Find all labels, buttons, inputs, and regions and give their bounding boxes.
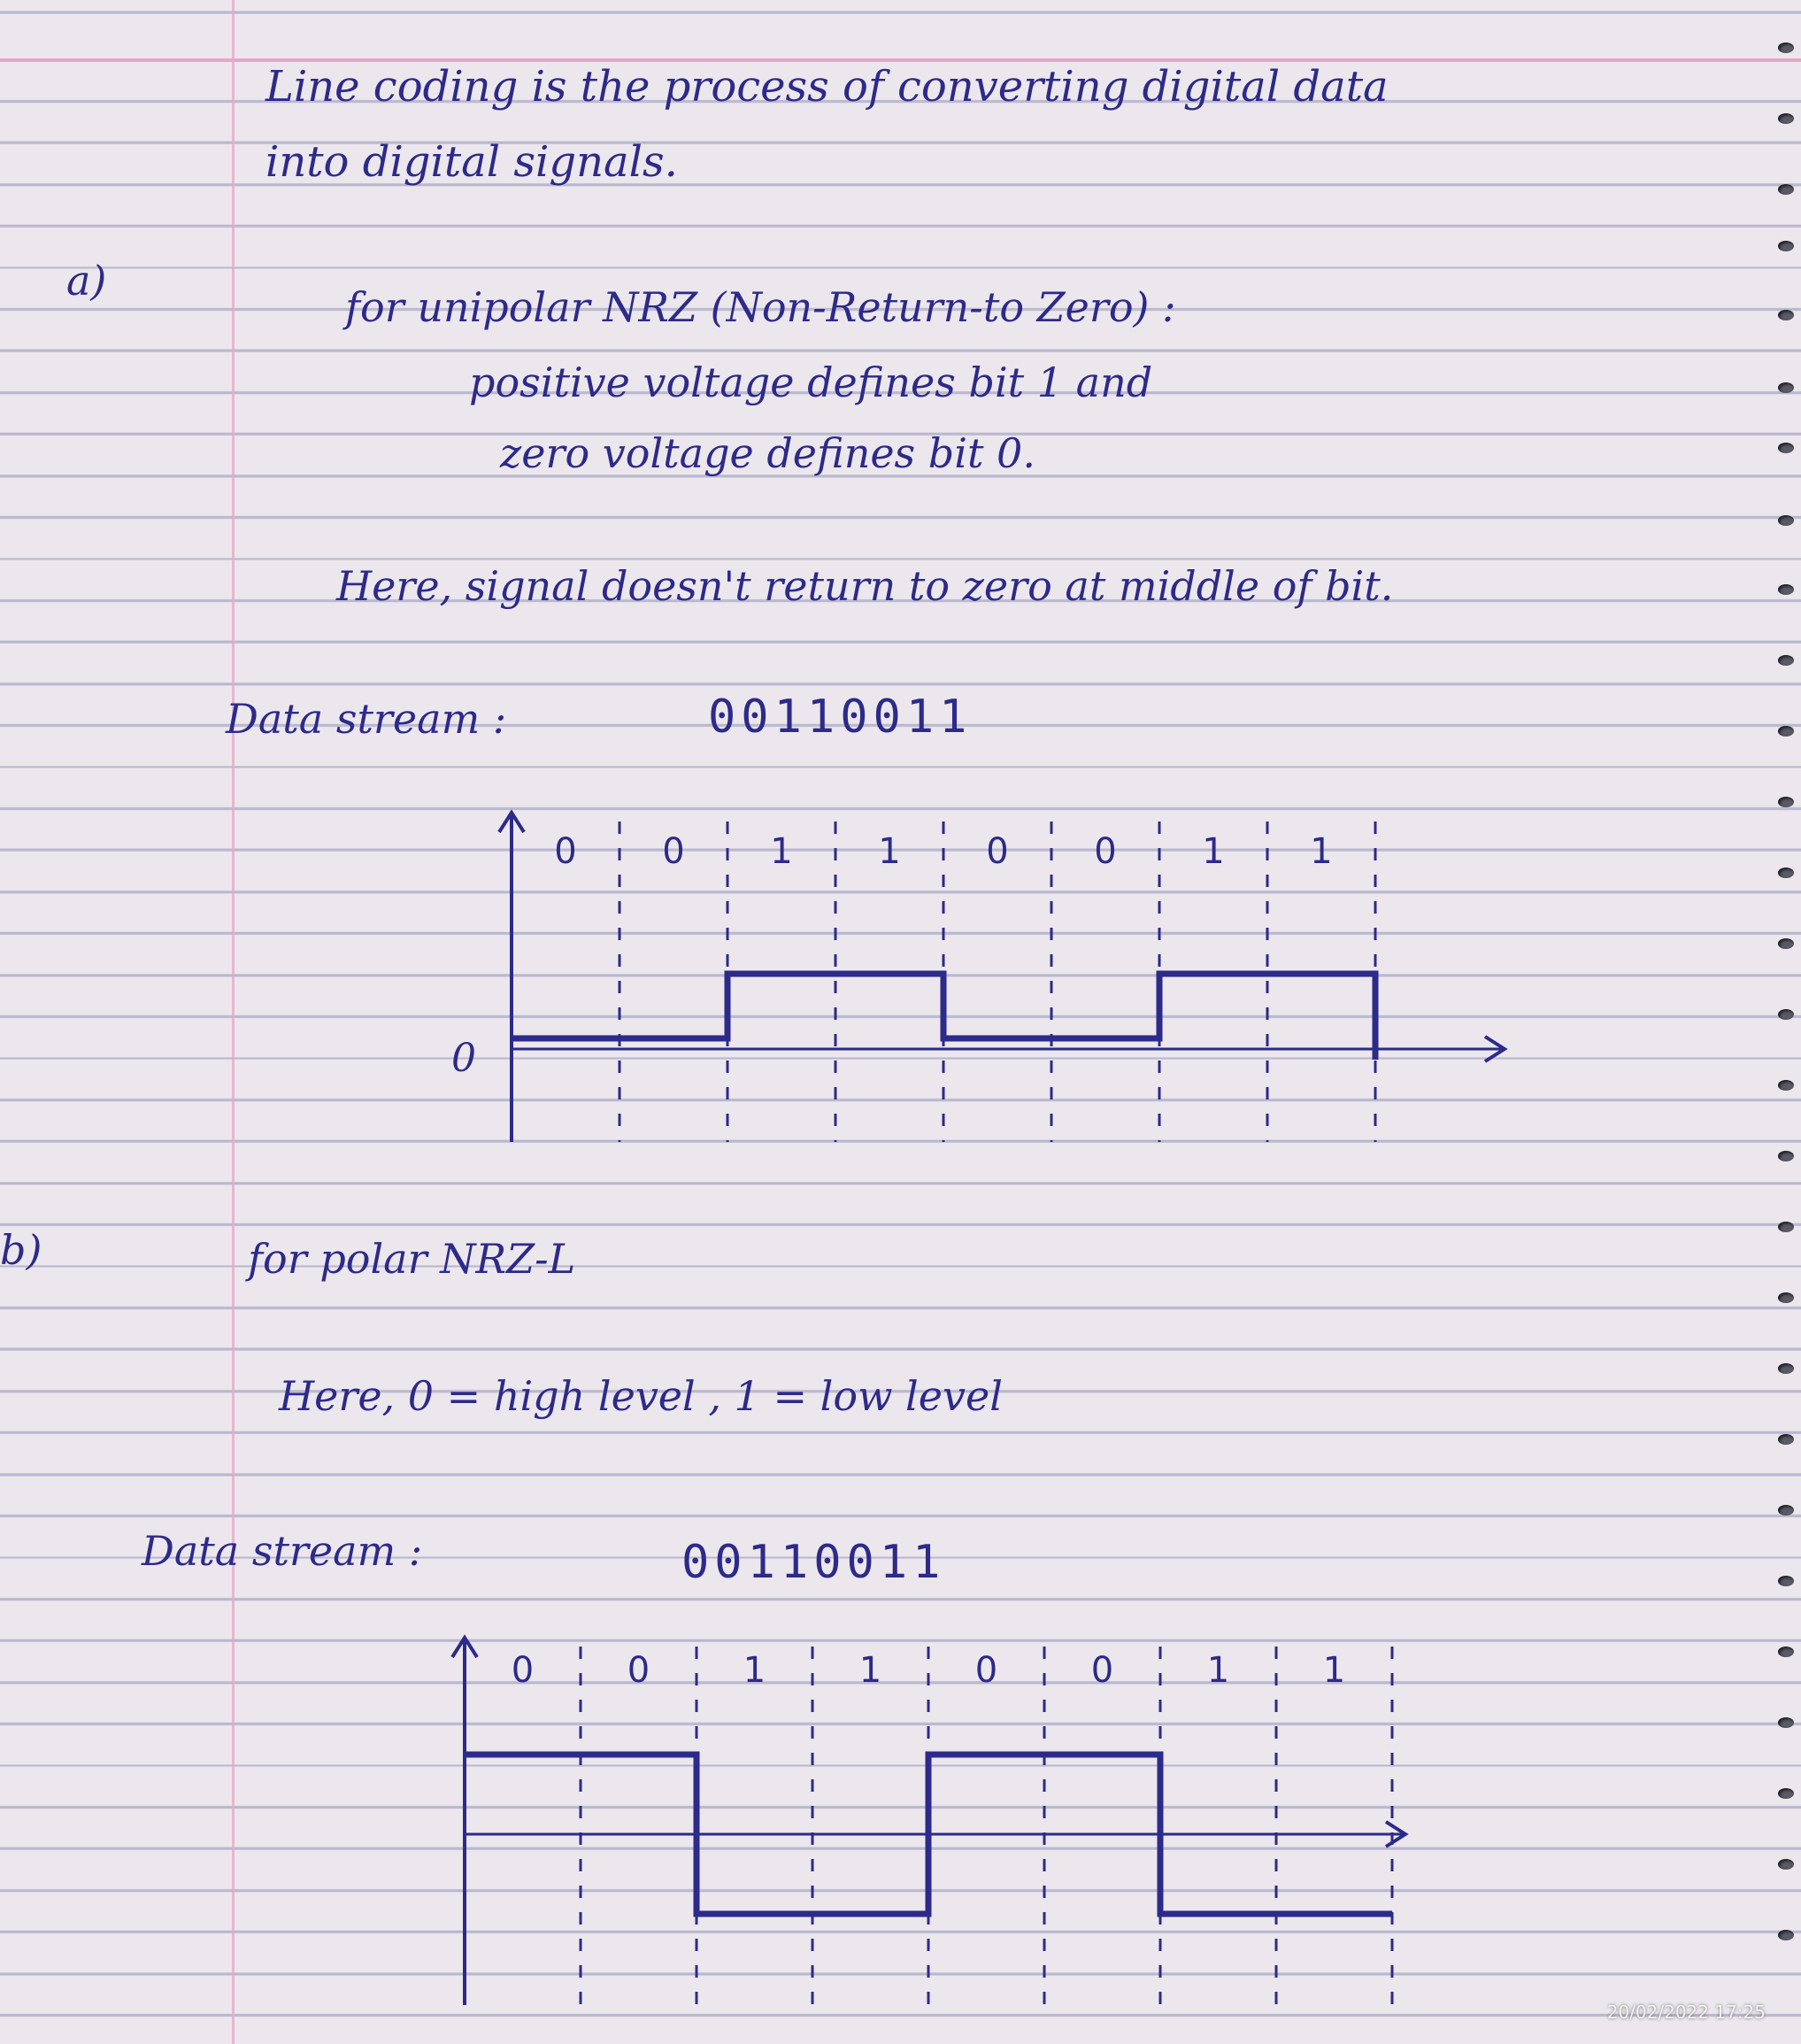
section-b-stream-value: 00110011 (681, 1536, 946, 1589)
diagram-a-bit-label: 1 (770, 831, 793, 872)
section-a-note: Here, signal doesn't return to zero at middle of bit. (336, 562, 1394, 610)
intro-line-2: into digital signals. (266, 137, 678, 187)
diagram-a-bit-label: 1 (1202, 831, 1225, 872)
section-b-stream-label: Data stream : (142, 1527, 423, 1575)
section-a-marker: a) (66, 257, 107, 305)
diagram-b-bit-label: 0 (974, 1650, 998, 1691)
diagram-a-bit-label: 1 (1310, 831, 1333, 872)
section-b-rule: Here, 0 = high level , 1 = low level (279, 1372, 1003, 1420)
section-a-rule-2: zero voltage defines bit 0. (500, 429, 1035, 477)
diagram-a-bit-label: 0 (554, 831, 577, 872)
intro-line-1: Line coding is the process of converting digital data (266, 62, 1389, 112)
diagram-b-bit-label: 1 (858, 1650, 882, 1691)
section-a-rule-1: positive voltage defines bit 1 and (469, 359, 1153, 406)
diagram-a-bit-label: 0 (1094, 831, 1117, 872)
section-a-stream-value: 00110011 (708, 690, 973, 744)
diagram-a-waveform (512, 974, 1375, 1060)
diagram-b-bit-label: 1 (1322, 1650, 1346, 1691)
section-a-heading: for unipolar NRZ (Non-Return-to Zero) : (345, 283, 1176, 331)
diagram-b-bit-label: 0 (627, 1650, 650, 1691)
section-a-stream-label: Data stream : (226, 695, 507, 743)
diagram-b-bit-label: 0 (1090, 1650, 1114, 1691)
section-b-heading: for polar NRZ-L (248, 1235, 576, 1283)
diagram-a-unipolar-nrz (499, 813, 1505, 1142)
diagram-b-bit-label: 0 (511, 1650, 535, 1691)
photo-timestamp: 20/02/2022 17:25 (1606, 2002, 1766, 2023)
diagram-a-bit-label: 0 (986, 831, 1009, 872)
diagram-a-zero-label: 0 (451, 1036, 476, 1081)
diagram-b-polar-nrz-l (452, 1638, 1405, 2005)
diagram-a-bit-label: 1 (878, 831, 901, 872)
section-b-marker: b) (0, 1226, 42, 1274)
diagram-b-bit-label: 1 (743, 1650, 766, 1691)
diagram-a-bit-label: 0 (662, 831, 685, 872)
diagram-b-bit-label: 1 (1206, 1650, 1230, 1691)
